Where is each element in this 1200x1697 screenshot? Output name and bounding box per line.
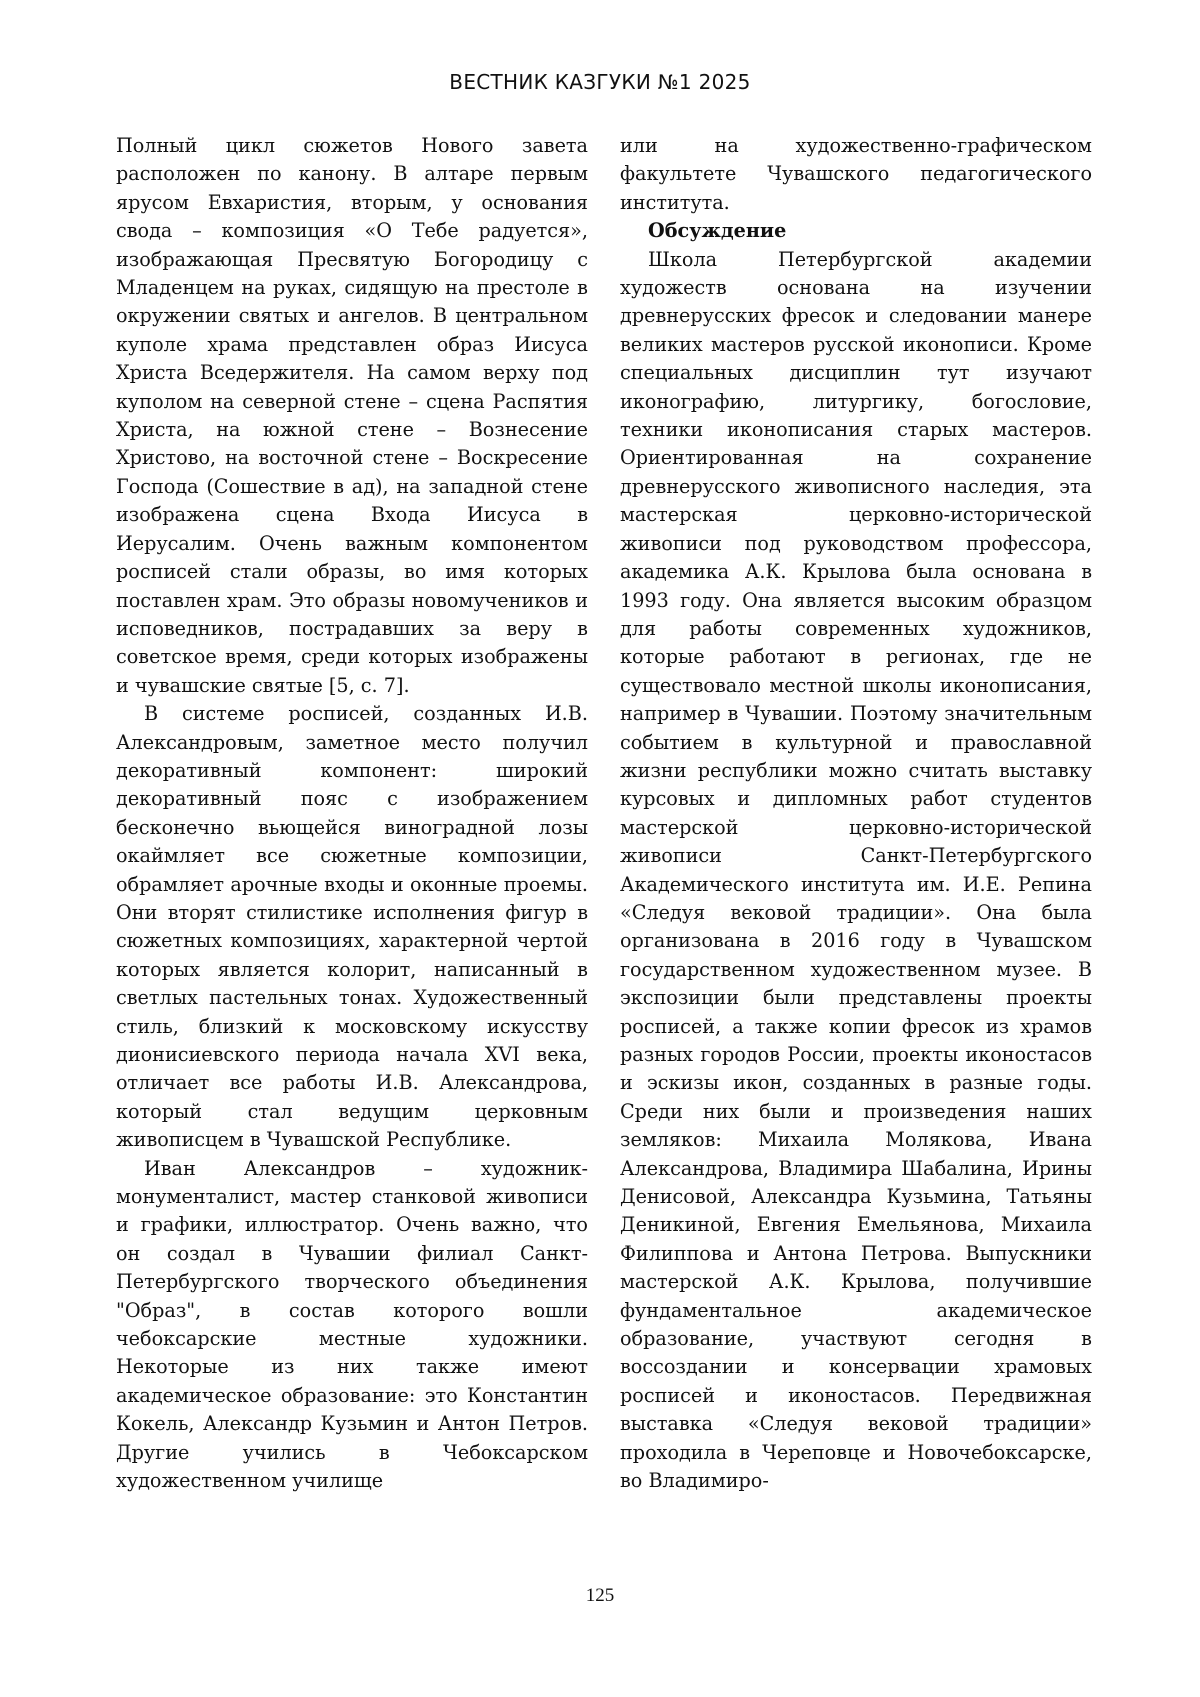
left-paragraph-2: В системе росписей, созданных И.В. Александровым, заметное место получил декоративный компонент: широкий декоративный пояс с изображением бесконечно вьющейся виноградной лозы окаймляет все сюжетные композиции, обрамляет арочные входы и оконные проемы. Они вторят стилистике исполнения фигур в сюжетных композициях, характерной чертой которых является колорит, написанный в светлых пастельных тонах. Художественный стиль, близкий к московскому искусству дионисиевского периода начала XVI века, отличает все работы И.В. Александрова, который стал ведущим церковным живописцем в Чувашской Республике. <box>116 702 588 1152</box>
left-paragraph-1: Полный цикл сюжетов Нового завета расположен по канону. В алтаре первым ярусом Евхаристия, вторым, у основания свода – композиция «О Тебе радуется», изображающая Пресвятую Богородицу с Младенцем на руках, сидящую на престоле в окружении святых и ангелов. В центральном куполе храма представлен образ Иисуса Христа Вседержителя. На самом верху под куполом на северной стене – сцена Распятия Христа, на южной стене – Вознесение Христово, на восточной стене – Воскресение Господа (Сошествие в ад), на западной стене изображена сцена Входа Иисуса в Иерусалим. Очень важным компонентом росписей стали образы, во имя которых поставлен храм. Это образы новомучеников и исповедников, пострадавших за веру в советское время, среди которых изображены и чувашские святые [5, с. 7]. <box>116 134 588 697</box>
page-number: 125 <box>585 1585 615 1606</box>
right-paragraph-1: или на художественно-графическом факультете Чувашского педагогического института. <box>620 134 1092 214</box>
left-column <box>116 132 588 1496</box>
section-heading: Обсуждение <box>648 219 787 243</box>
right-column <box>620 132 1092 1496</box>
right-paragraph-2: Школа Петербургской академии художеств основана на изучении древнерусских фресок и следовании манере великих мастеров русской иконописи. Кроме специальных дисциплин тут изучают иконографию, литургику, богословие, техники иконописания старых мастеров. Ориентированная на сохранение древнерусского живописного наследия, эта мастерская церковно-исторической живописи под руководством профессора, академика А.К. Крылова была основана в 1993 году. Она является высоким образцом для работы современных художников, которые работают в регионах, где не существовало местной школы иконописания, например в Чувашии. Поэтому значительным событием в культурной и православной жизни республики можно считать выставку курсовых и дипломных работ студентов мастерской церковно-исторической живописи Санкт-Петербургского Академического института им. И.Е. Репина «Следуя вековой традиции». Она была организована в 2016 году в Чувашском государственном художественном музее. В экспозиции были представлены проекты росписей, а также копии фресок из храмов разных городов России, проекты иконостасов и эскизы икон, созданных в разные годы. Среди них были и произведения наших земляков: Михаила Молякова, Ивана Александрова, Владимира Шабалина, Ирины Денисовой, Александра Кузьмина, Татьяны Деникиной, Евгения Емельянова, Михаила Филиппова и Антона Петрова. Выпускники мастерской А.К. Крылова, получившие фундаментальное академическое образование, участвуют сегодня в воссоздании и консервации храмовых росписей и иконостасов. Передвижная выставка «Следуя вековой традиции» проходила в Череповце и Новочебоксарске, во Владимиро- <box>620 247 1092 1493</box>
journal-header: ВЕСТНИК КАЗГУКИ №1 2025 <box>449 70 751 94</box>
left-paragraph-3: Иван Александров – художник-монументалист, мастер станковой живописи и графики, иллюстратор. Очень важно, что он создал в Чувашии филиал Санкт-Петербургского творческого объединения "Образ", в состав которого вошли чебоксарские местные художники. Некоторые из них также имеют академическое образование: это Константин Кокель, Александр Кузьмин и Антон Петров. Другие учились в Чебоксарском художественном училище <box>116 1156 588 1493</box>
